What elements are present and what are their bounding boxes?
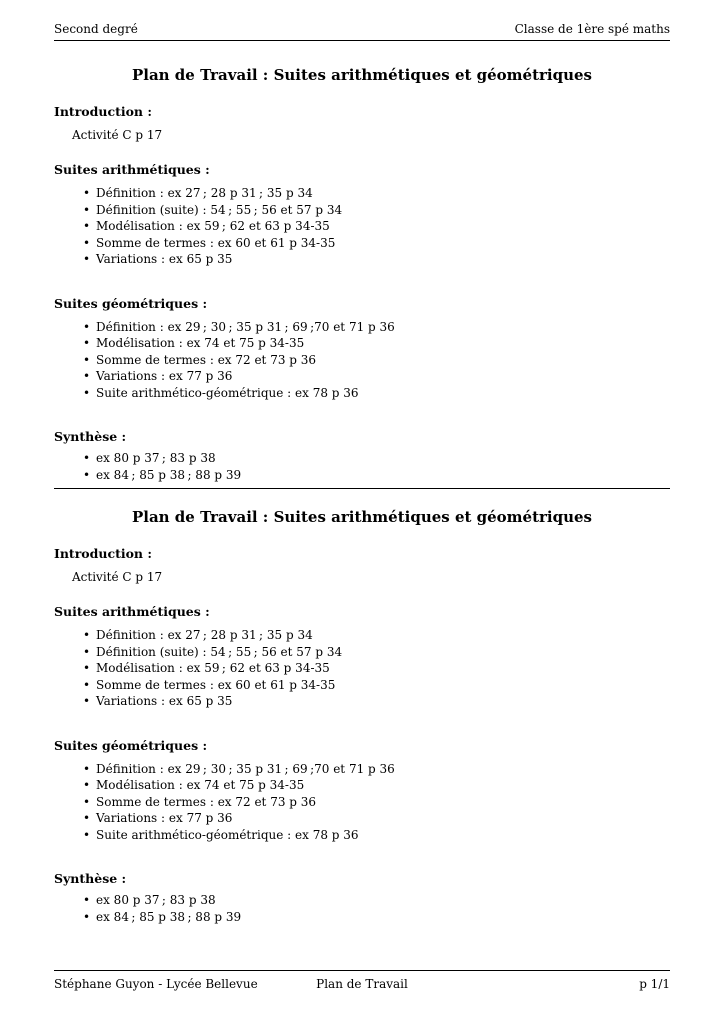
section-heading: Suites géométriques : <box>54 737 208 753</box>
exercise-list <box>54 627 670 710</box>
list-item: • Suite arithmético-géométrique : ex 78 p 36 <box>96 385 670 402</box>
section-heading: Introduction : <box>54 104 152 119</box>
header-class-label: Classe de 1ère spé maths <box>514 22 670 36</box>
list-item: • ex 80 p 37 ; 83 p 38 <box>96 450 670 467</box>
section-heading: Suites géométriques : <box>54 295 208 311</box>
section-introduction <box>54 104 670 142</box>
copy-divider-rule <box>54 488 670 489</box>
list-item: • Somme de termes : ex 60 et 61 p 34-35 <box>96 677 670 694</box>
list-item: • Variations : ex 77 p 36 <box>96 810 670 827</box>
exercise-list <box>54 761 670 844</box>
introduction-text: Activité C p 17 <box>72 128 163 142</box>
list-item: • Somme de termes : ex 72 et 73 p 36 <box>96 352 670 369</box>
section-heading: Suites arithmétiques : <box>54 604 210 619</box>
list-item: • Modélisation : ex 59 ; 62 et 63 p 34-35 <box>96 660 670 677</box>
section-heading: Suites arithmétiques : <box>54 162 210 177</box>
list-item: • Modélisation : ex 59 ; 62 et 63 p 34-35 <box>96 218 670 235</box>
list-item: • Variations : ex 77 p 36 <box>96 368 670 385</box>
exercise-list <box>54 892 670 925</box>
list-item: • Définition : ex 29 ; 30 ; 35 p 31 ; 69 ;70 et 71 p 36 <box>96 761 670 778</box>
footer-author: Stéphane Guyon - Lycée Bellevue <box>54 977 258 991</box>
list-item: • Somme de termes : ex 72 et 73 p 36 <box>96 794 670 811</box>
list-item: • ex 84 ; 85 p 38 ; 88 p 39 <box>96 467 670 484</box>
section-suites-arithmetiques <box>54 604 670 710</box>
exercise-list <box>54 450 670 483</box>
footer-document-title: Plan de Travail <box>316 977 408 991</box>
list-item: • Modélisation : ex 74 et 75 p 34-35 <box>96 777 670 794</box>
list-item: • ex 80 p 37 ; 83 p 38 <box>96 892 670 909</box>
list-item: • Variations : ex 65 p 35 <box>96 251 670 268</box>
list-item: • ex 84 ; 85 p 38 ; 88 p 39 <box>96 909 670 926</box>
header-course-label: Second degré <box>54 22 138 36</box>
section-heading: Introduction : <box>54 546 152 561</box>
introduction-text: Activité C p 17 <box>72 570 163 584</box>
plan-copy-2 <box>54 508 670 925</box>
section-suites-arithmetiques <box>54 162 670 268</box>
page-header <box>54 0 670 41</box>
footer-page-number: p 1/1 <box>639 977 670 991</box>
list-item: • Variations : ex 65 p 35 <box>96 693 670 710</box>
list-item: • Définition (suite) : 54 ; 55 ; 56 et 57 p 34 <box>96 202 670 219</box>
list-item: • Suite arithmético-géométrique : ex 78 p 36 <box>96 827 670 844</box>
section-synthese <box>54 429 670 483</box>
exercise-list <box>54 319 670 402</box>
section-suites-geometriques <box>54 738 670 844</box>
section-suites-geometriques <box>54 296 670 402</box>
page-footer <box>54 970 670 991</box>
section-introduction <box>54 546 670 584</box>
list-item: • Définition : ex 27 ; 28 p 31 ; 35 p 34 <box>96 185 670 202</box>
plan-title: Plan de Travail : Suites arithmétiques et géométriques <box>131 66 593 84</box>
plan-copy-1 <box>54 66 670 483</box>
list-item: • Modélisation : ex 74 et 75 p 34-35 <box>96 335 670 352</box>
list-item: • Définition (suite) : 54 ; 55 ; 56 et 57 p 34 <box>96 644 670 661</box>
list-item: • Somme de termes : ex 60 et 61 p 34-35 <box>96 235 670 252</box>
section-synthese <box>54 871 670 925</box>
section-heading: Synthèse : <box>54 429 127 444</box>
plan-title: Plan de Travail : Suites arithmétiques et géométriques <box>131 508 593 526</box>
list-item: • Définition : ex 27 ; 28 p 31 ; 35 p 34 <box>96 627 670 644</box>
list-item: • Définition : ex 29 ; 30 ; 35 p 31 ; 69 ;70 et 71 p 36 <box>96 319 670 336</box>
exercise-list <box>54 185 670 268</box>
section-heading: Synthèse : <box>54 871 127 886</box>
